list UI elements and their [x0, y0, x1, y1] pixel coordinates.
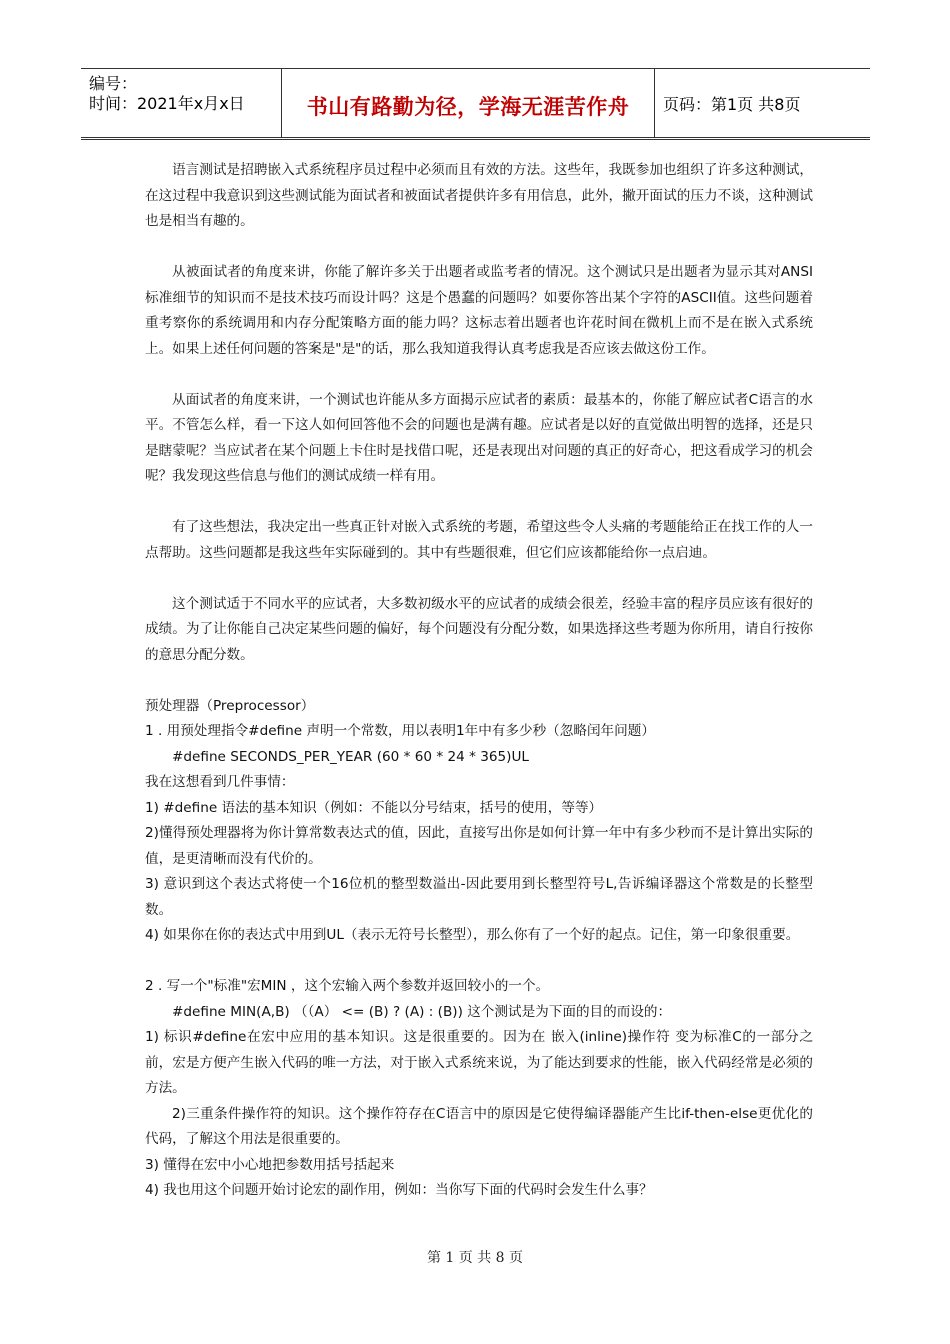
header-divider — [281, 69, 282, 137]
header-table — [81, 68, 870, 138]
document-body — [145, 158, 813, 1204]
code-line: #define MIN(A,B) （（A） <= (B) ? (A) : (B)) 这个测试是为下面的目的而设的： — [172, 1003, 672, 1020]
code-line: #define SECONDS_PER_YEAR (60 * 60 * 24 * 365)UL — [172, 748, 529, 765]
paragraph: 语言测试是招聘嵌入式系统程序员过程中必须而且有效的方法。这些年，我既参加也组织了许多这种测试，在这过程中我意识到这些测试能为面试者和被面试者提供许多有用信息，此外，撇开面试的压力不谈，这种测试也是相当有趣的。 — [145, 162, 813, 229]
question-1: 1 . 用预处理指令#define 声明一个常数，用以表明1年中有多少秒（忽略闰年问题） — [145, 723, 655, 739]
answer-point: 2)三重条件操作符的知识。这个操作符存在C语言中的原因是它使得编译器能产生比if-then-else更优化的代码，了解这个用法是很重要的。 — [145, 1105, 813, 1147]
paragraph: 从被面试者的角度来讲，你能了解许多关于出题者或监考者的情况。这个测试只是出题者为显示其对ANSI标准细节的知识而不是技术技巧而设计吗？这是个愚蠢的问题吗？如要你答出某个字符的ASCII值。这些问题着重考察你的系统调用和内存分配策略方面的能力吗？这标志着出题者也许花时间在微机上而不是在嵌入式系统上。如果上述任何问题的答案是"是"的话，那么我知道我得认真考虑我是否应该去做这份工作。 — [145, 264, 813, 357]
doc-time-label: 时间：2021年x月x日 — [89, 94, 245, 113]
answer-intro: 我在这想看到几件事情： — [145, 774, 295, 790]
header-bottom-rule — [81, 139, 870, 140]
answer-point: 4) 如果你在你的表达式中用到UL（表示无符号长整型），那么你有了一个好的起点。记住，第一印象很重要。 — [145, 927, 800, 943]
answer-point: 3) 意识到这个表达式将使一个16位机的整型数溢出-因此要用到长整型符号L,告诉编译器这个常数是的长整型数。 — [145, 876, 813, 918]
paragraph: 这个测试适于不同水平的应试者，大多数初级水平的应试者的成绩会很差，经验丰富的程序员应该有很好的成绩。为了让你能自己决定某些问题的偏好，每个问题没有分配分数，如果选择这些考题为你所用，请自行按你的意思分配分数。 — [145, 595, 813, 663]
header-motto: 书山有路勤为径，学海无涯苦作舟 — [306, 95, 630, 119]
answer-point: 4) 我也用这个问题开始讨论宏的副作用，例如：当你写下面的代码时会发生什么事？ — [145, 1182, 653, 1198]
answer-point: 1) #define 语法的基本知识（例如：不能以分号结束，括号的使用，等等） — [145, 799, 603, 816]
section-title: 预处理器（Preprocessor） — [145, 697, 315, 714]
paragraph: 从面试者的角度来讲，一个测试也许能从多方面揭示应试者的素质：最基本的，你能了解应试者C语言的水平。不管怎么样，看一下这人如何回答他不会的问题也是满有趣。应试者是以好的直觉做出明智的选择，还是只是瞎蒙呢？当应试者在某个问题上卡住时是找借口呢，还是表现出对问题的真正的好奇心，把这看成学习的机会呢？我发现这些信息与他们的测试成绩一样有用。 — [145, 391, 813, 484]
header-divider — [654, 69, 655, 137]
answer-point: 1) 标识#define在宏中应用的基本知识。这是很重要的。因为在 嵌入(inline)操作符 变为标准C的一部分之前，宏是方便产生嵌入代码的唯一方法，对于嵌入式系统来说，为了能达到要求的性能，嵌入代码经常是必须的方法。 — [145, 1029, 813, 1096]
answer-point: 2)懂得预处理器将为你计算常数表达式的值，因此，直接写出你是如何计算一年中有多少秒而不是计算出实际的值，是更清晰而没有代价的。 — [145, 825, 813, 867]
header-page-label: 页码：第1页 共8页 — [663, 95, 801, 114]
answer-point: 3) 懂得在宏中小心地把参数用括号括起来 — [145, 1156, 395, 1173]
paragraph: 有了这些想法，我决定出一些真正针对嵌入式系统的考题，希望这些令人头痛的考题能给正在找工作的人一点帮助。这些问题都是我这些年实际碰到的。其中有些题很难，但它们应该都能给你一点启迪。 — [145, 519, 813, 561]
doc-id-label: 编号： — [89, 74, 138, 93]
page-footer: 第 1 页 共 8 页 — [426, 1250, 524, 1266]
question-2: 2 . 写一个"标准"宏MIN ，这个宏输入两个参数并返回较小的一个。 — [145, 978, 550, 994]
